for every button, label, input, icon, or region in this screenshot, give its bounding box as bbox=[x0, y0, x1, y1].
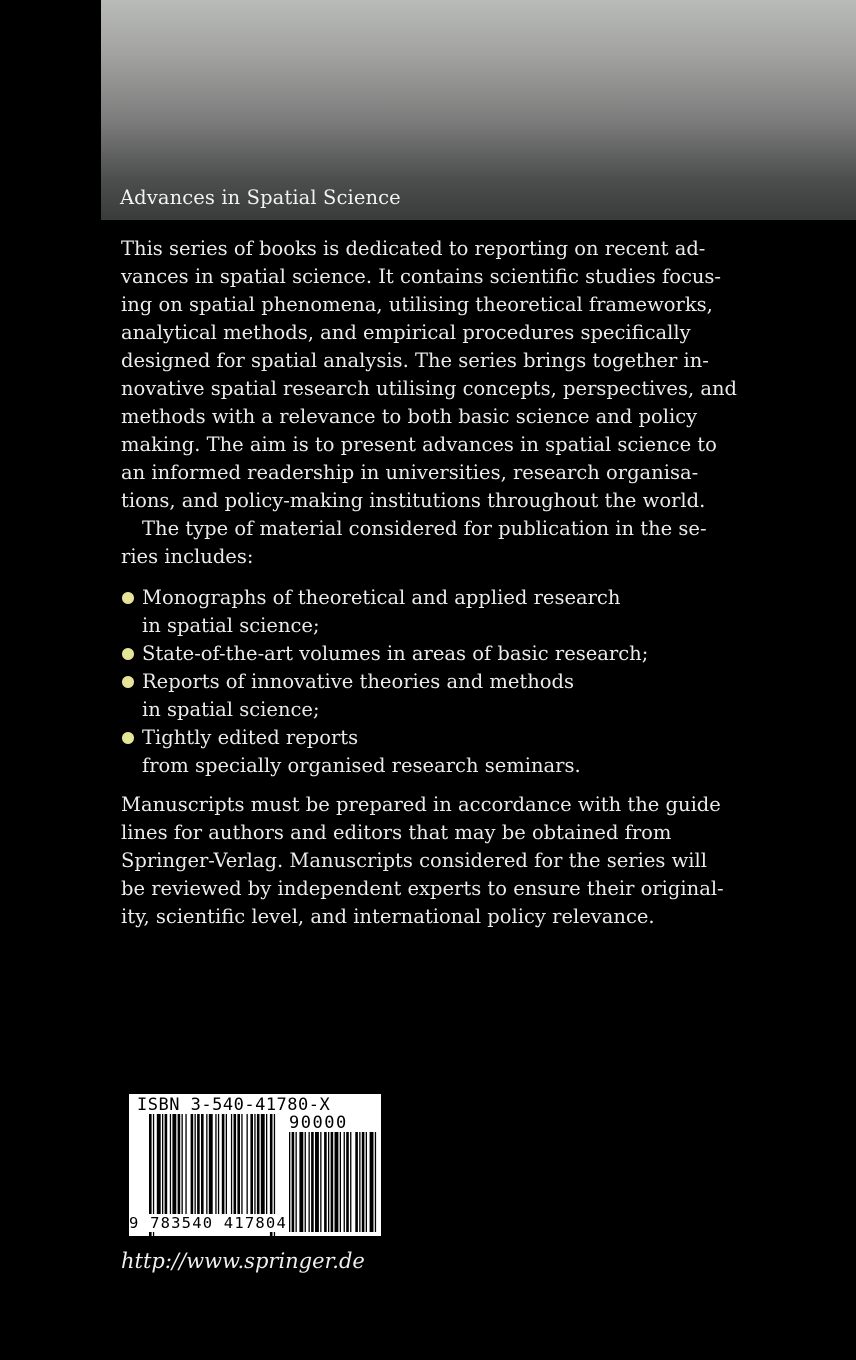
text-line: vances in spatial science. It contains scientific studies focus- bbox=[121, 265, 722, 288]
barcode-bar bbox=[172, 1114, 176, 1226]
text-line: lines for authors and editors that may be obtained from bbox=[121, 821, 672, 844]
text-line: Manuscripts must be prepared in accordance with the guide bbox=[121, 793, 721, 816]
barcode-bar bbox=[157, 1114, 161, 1226]
barcode-addon-bar bbox=[340, 1132, 341, 1232]
barcode-bar bbox=[218, 1114, 219, 1226]
barcode-addon-bar bbox=[362, 1132, 365, 1232]
barcode-addon-bar bbox=[328, 1132, 329, 1232]
bullet-icon bbox=[122, 592, 134, 604]
barcode-bar bbox=[197, 1114, 200, 1226]
barcode-bar bbox=[165, 1114, 168, 1226]
text-line: ries includes: bbox=[121, 545, 254, 568]
text-line: ing on spatial phenomena, utilising theoretical frameworks, bbox=[121, 293, 713, 316]
text-line: analytical methods, and empirical procedures specifically bbox=[121, 321, 691, 344]
barcode-bar bbox=[215, 1114, 216, 1226]
barcode-addon-bar bbox=[366, 1132, 367, 1232]
barcode-bar bbox=[209, 1114, 213, 1226]
barcode-bar bbox=[237, 1114, 240, 1226]
barcode-bar bbox=[261, 1114, 265, 1226]
barcode-addon-bar bbox=[359, 1132, 360, 1232]
barcode-bar bbox=[162, 1114, 163, 1226]
barcode-bar bbox=[254, 1114, 255, 1226]
barcode-bar bbox=[250, 1114, 253, 1226]
bullet-text: Tightly edited reports bbox=[142, 726, 359, 749]
barcode-addon-bar bbox=[289, 1132, 290, 1232]
bullet-icon bbox=[122, 676, 134, 688]
list-item bbox=[121, 584, 661, 640]
barcode-bar bbox=[234, 1114, 237, 1226]
barcode-addon-bar bbox=[355, 1132, 358, 1232]
barcode-addon-bar bbox=[346, 1132, 349, 1232]
barcode-addon-bar bbox=[324, 1132, 327, 1232]
bullet-text: Reports of innovative theories and methods bbox=[142, 670, 575, 693]
barcode-addon-bar bbox=[292, 1132, 295, 1232]
barcode-bar bbox=[206, 1114, 207, 1226]
paragraph-intro bbox=[121, 235, 738, 515]
barcode-bar bbox=[222, 1114, 225, 1226]
barcode-bar bbox=[241, 1114, 242, 1226]
text-line: novative spatial research utilising concepts, perspectives, and bbox=[121, 377, 738, 400]
barcode-bar bbox=[170, 1114, 171, 1226]
text-line: making. The aim is to present advances in spatial science to bbox=[121, 433, 717, 456]
barcode-addon-bar bbox=[309, 1132, 310, 1232]
text-line: tions, and policy-making institutions throughout the world. bbox=[121, 489, 706, 512]
barcode-addon-bar bbox=[305, 1132, 306, 1232]
bullet-icon bbox=[122, 648, 134, 660]
barcode-bar bbox=[182, 1114, 183, 1226]
barcode-addon-bar bbox=[370, 1132, 374, 1232]
text-line: The type of material considered for publication in the se- bbox=[142, 517, 707, 540]
paragraph-manuscripts bbox=[121, 791, 724, 931]
barcode-bar bbox=[178, 1114, 181, 1226]
barcode-addon-bar bbox=[311, 1132, 314, 1232]
bullet-icon bbox=[122, 732, 134, 744]
price-addon-number: 90000 bbox=[289, 1113, 348, 1133]
bullet-text: in spatial science; bbox=[142, 614, 320, 637]
text-line: Springer-Verlag. Manuscripts considered for the series will bbox=[121, 849, 707, 872]
barcode-bar bbox=[201, 1114, 204, 1226]
barcode-bar bbox=[266, 1114, 267, 1226]
barcode-bar bbox=[257, 1114, 260, 1226]
text-line: methods with a relevance to both basic science and policy bbox=[121, 405, 698, 428]
text-line: an informed readership in universities, research organisa- bbox=[121, 461, 699, 484]
barcode-addon-bar bbox=[375, 1132, 376, 1232]
barcode-addon-bar bbox=[350, 1132, 351, 1232]
bullet-text: in spatial science; bbox=[142, 698, 320, 721]
barcode-addon-bar bbox=[315, 1132, 319, 1232]
bullet-text: State-of-the-art volumes in areas of basic research; bbox=[142, 642, 649, 665]
list-item bbox=[121, 668, 661, 724]
barcode-bar bbox=[191, 1114, 194, 1226]
barcode-bar bbox=[185, 1114, 186, 1226]
bullet-text: Monographs of theoretical and applied research bbox=[142, 586, 621, 609]
text-line: ity, scientific level, and international policy relevance. bbox=[121, 905, 655, 928]
text-line: This series of books is dedicated to reporting on recent ad- bbox=[121, 237, 706, 260]
barcode-addon-bar bbox=[320, 1132, 321, 1232]
barcode-bar bbox=[247, 1114, 248, 1226]
barcode-bar bbox=[226, 1114, 227, 1226]
barcode-bar bbox=[231, 1114, 232, 1226]
barcode-addon-bar bbox=[344, 1132, 345, 1232]
list-item bbox=[121, 724, 661, 780]
barcode-addon-bar bbox=[335, 1132, 339, 1232]
text-line: designed for spatial analysis. The series brings together in- bbox=[121, 349, 709, 372]
barcode-addon-bar bbox=[299, 1132, 303, 1232]
isbn-barcode bbox=[129, 1094, 381, 1236]
publisher-url: http://www.springer.de bbox=[121, 1249, 365, 1273]
list-item bbox=[121, 640, 661, 668]
isbn-number: ISBN 3-540-41780-X bbox=[137, 1095, 331, 1115]
paragraph-material-types bbox=[121, 515, 707, 571]
barcode-bar bbox=[195, 1114, 196, 1226]
text-line: be reviewed by independent experts to ensure their original- bbox=[121, 877, 724, 900]
bullet-list bbox=[121, 584, 661, 780]
barcode-addon-bar bbox=[331, 1132, 334, 1232]
barcode-addon-bar bbox=[296, 1132, 297, 1232]
bullet-text: from specially organised research seminars. bbox=[142, 754, 581, 777]
series-title: Advances in Spatial Science bbox=[120, 186, 401, 209]
ean-number: 9 783540 417804 bbox=[129, 1214, 287, 1232]
